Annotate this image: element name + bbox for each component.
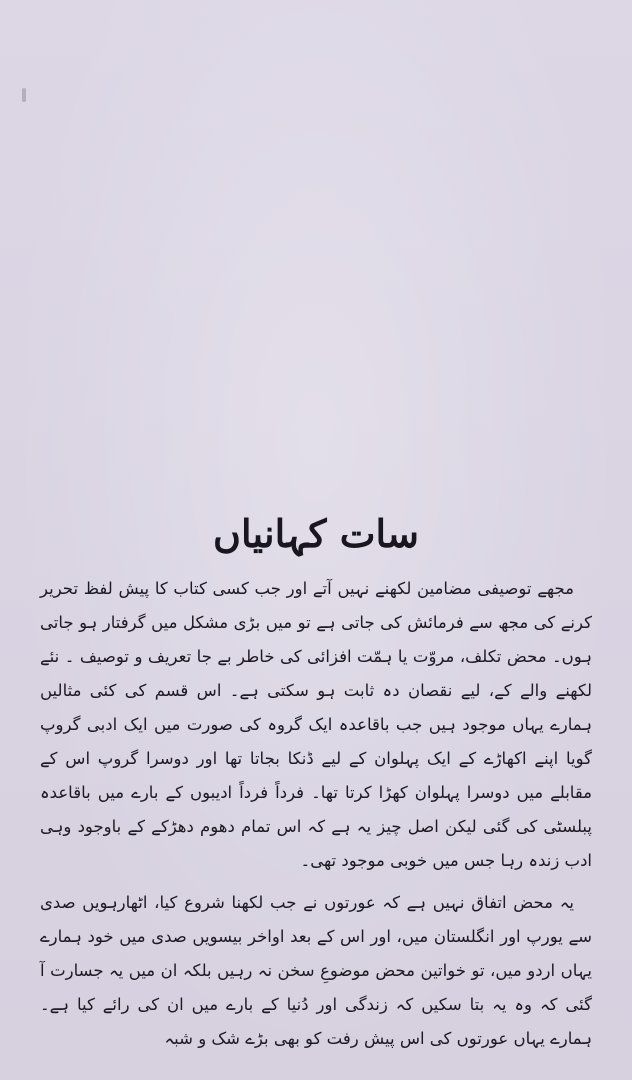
body-text [40,572,592,1056]
page-mark [22,88,26,102]
page-title: سات کہانیاں [213,511,419,557]
paragraph-2: یہ محض اتفاق نہیں ہے کہ عورتوں نے جب لکھنا شروع کیا، اٹھارہویں صدی سے یورپ اور انگلستان میں، اور اس کے بعد اواخر بیسویں صدی میں خود ہمارے یہاں اردو میں، تو خواتین محض موضوعِ سخن نہ رہیں بلکہ ان میں یہ جسارت آ گئی کہ وہ یہ بتا سکیں کہ زندگی اور دُنیا کے بارے میں ان کی رائے کیا ہے۔ ہمارے یہاں عورتوں کی اس پیش رفت کو بھی بڑے شک و شبہ [40,893,592,1048]
paragraph-1: مجھے توصیفی مضامین لکھنے نہیں آتے اور جب کسی کتاب کا پیش لفظ تحریر کرنے کی مجھ سے فرمائش کی جاتی ہے تو میں بڑی مشکل میں گرفتار ہو جاتی ہوں۔ محض تکلف، مروّت یا ہمّت افزائی کی خاطر بے جا تعریف و توصیف ۔ نئے لکھنے والے کے، لیے نقصان دہ ثابت ہو سکتی ہے۔ اس قسم کی کئی مثالیں ہمارے یہاں موجود ہیں جب باقاعدہ ایک گروہ کی صورت میں ایک ادبی گروپ گویا اپنے اکھاڑے کے ایک پہلوان کے لیے ڈنکا بجاتا تھا اور دوسرا گروپ اس کے مقابلے میں دوسرا پہلوان کھڑا کرتا تھا۔ فرداً فرداً ادیبوں کے بارے میں باقاعدہ پبلسٹی کی گئی لیکن اصل چیز یہ ہے کہ اس تمام دھوم دھڑکے کے باوجود وہی ادب زندہ رہا جس میں خوبی موجود تھی۔ [40,579,592,870]
